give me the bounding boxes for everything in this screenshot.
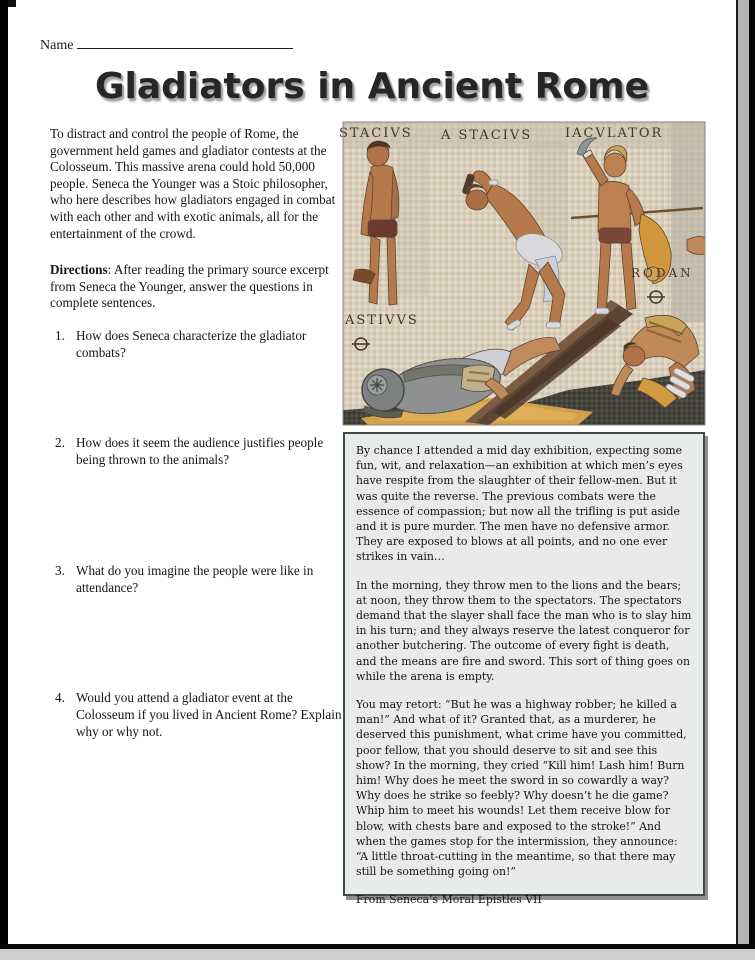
scan-edge-right-gray — [738, 0, 749, 945]
directions-paragraph — [50, 262, 344, 312]
directions-text: : After reading the primary source excerpt from Seneca the Younger, answer the questions in complete sentences. — [50, 262, 329, 311]
mosaic-svg — [339, 122, 705, 425]
question-number: 1. — [55, 328, 65, 343]
gladiator-mosaic-image — [339, 122, 705, 425]
page — [8, 0, 738, 945]
scan-edge-right-black — [749, 0, 755, 960]
directions-label: Directions — [50, 262, 108, 277]
excerpt-paragraph-1: By chance I attended a mid day exhibition, expecting some fun, wit, and relaxation—an exhibition at which men’s eyes have respite from the slaughter of their fellow-men. But it was quite the reverse. The previous combats were the essence of compassion; but now all the trifling is put aside and it is pure murder. The men have no defensive armor. They are exposed to blows at all points, and no one ever strikes in vain… — [356, 444, 683, 564]
name-blank-line — [77, 34, 293, 49]
question-item-3 — [55, 563, 345, 597]
question-number: 2. — [55, 435, 65, 450]
question-item-2 — [55, 435, 345, 469]
question-text: How does it seem the audience justifies people being thrown to the animals? — [76, 435, 324, 467]
intro-paragraph: To distract and control the people of Rome, the government held games and gladiator contests at the Colosseum. This massive arena could hold 50,000 people. Seneca the Younger was a Stoic philosopher, who here describes how gladiators engaged in combat with each other and with exotic animals, all for the entertainment of the crowd. — [50, 126, 336, 241]
question-item-4 — [55, 690, 345, 740]
mosaic-label-astacius: A STACIVS — [441, 128, 533, 143]
primary-source-excerpt-box — [343, 432, 705, 907]
name-label: Name — [40, 38, 74, 53]
mosaic-label-iaculator: IACVLATOR — [565, 126, 664, 141]
mosaic-label-astivvs: ASTIVVS — [345, 313, 419, 328]
question-text: What do you imagine the people were like in attendance? — [76, 563, 314, 595]
question-text: How does Seneca characterize the gladiator combats? — [76, 328, 307, 360]
question-number: 4. — [55, 690, 65, 705]
name-row — [40, 34, 293, 54]
question-number: 3. — [55, 563, 65, 578]
excerpt-paragraph-2: In the morning, they throw men to the lions and the bears; at noon, they throw them to the spectators. The spectators demand that the slayer shall face the man who is to slay him in his turn; and they always reserve the latest conqueror for another butchering. The outcome of every fight is death, and the means are fire and sword. This sort of thing goes on while the arena is empty. — [356, 578, 692, 683]
question-text: Would you attend a gladiator event at the Colosseum if you lived in Ancient Rome? Explain why or why not. — [76, 690, 342, 739]
page-title: Gladiators in Ancient Rome — [94, 66, 650, 107]
question-item-1 — [55, 328, 345, 362]
mosaic-label-rodan: RODAN — [631, 266, 694, 280]
excerpt-attribution: From Seneca’s Moral Epistles VII — [356, 893, 542, 907]
excerpt-paragraph-3: You may retort: “But he was a highway robber; he killed a man!” And what of it? Granted that, as a murderer, he deserved this punishment, what crime have you committed, poor fellow, that you should deserve to sit and see this show? In the morning, they cried “Kill him! Lash him! Burn him! Why does he meet the sword in so cowardly a way? Why does he strike so feebly? Why doesn’t he die game? Whip him to meet his wounds! Let them receive blow for blow, with chests bare and exposed to the stroke!” And when the games stop for the intermission, they announce: “A little throat-cutting in the meantime, so that there may still be something going on!” — [356, 698, 687, 879]
scan-edge-bottom-gray — [0, 949, 755, 960]
scan-corner-mark — [8, 0, 16, 7]
mosaic-label-stacius: STACIVS — [339, 126, 413, 141]
